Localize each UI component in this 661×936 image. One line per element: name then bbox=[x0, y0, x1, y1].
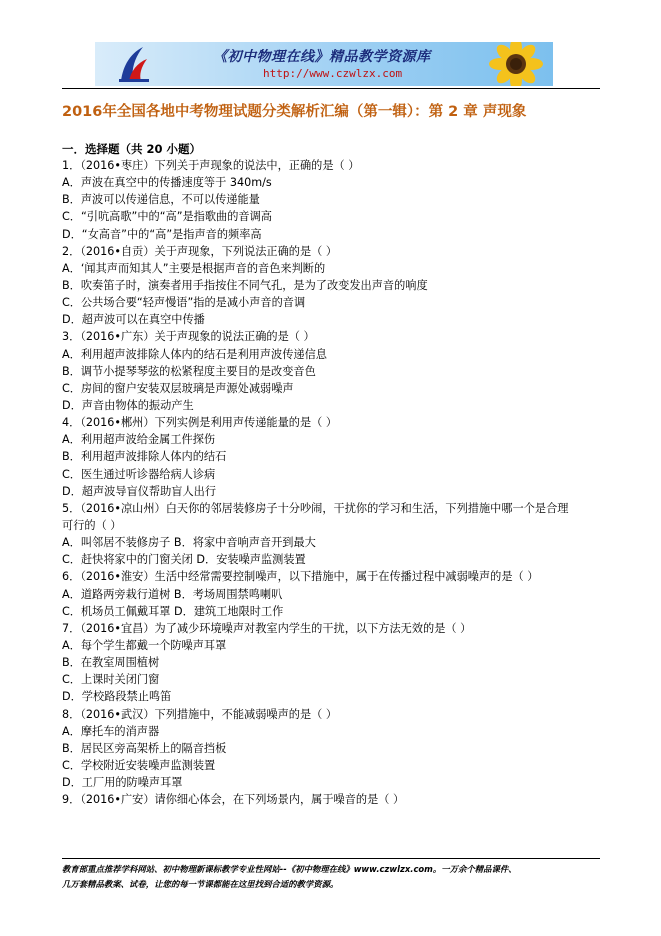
text-line: B．利用超声波排除人体内的结石 bbox=[62, 450, 227, 464]
text-line: D．“女高音”中的“高”是指声音的频率高 bbox=[62, 227, 262, 241]
text-line: 1．（2016•枣庄）下列关于声现象的说法中，正确的是（ ） bbox=[62, 159, 360, 172]
text-line: C．公共场合要“轻声慢语”指的是减小声音的音调 bbox=[62, 296, 306, 310]
text-line: A．摩托车的消声器 bbox=[62, 724, 160, 738]
text-line: A．道路两旁栽行道树 B．考场周围禁鸣喇叭 bbox=[62, 587, 283, 601]
text-line: B．吹奏笛子时，演奏者用手指按住不同气孔，是为了改变发出声音的响度 bbox=[62, 278, 428, 292]
text-line: C．“引吭高歌”中的“高”是指歌曲的音调高 bbox=[62, 210, 272, 224]
text-line: 6．（2016•淮安）生活中经常需要控制噪声，以下措施中，属于在传播过程中减弱噪声的是（ ） bbox=[62, 570, 539, 584]
document-title: 2016年全国各地中考物理试题分类解析汇编（第一辑）：第 2 章 声现象 bbox=[62, 104, 527, 120]
text-line: D．超声波导盲仪帮助盲人出行 bbox=[62, 484, 217, 498]
footer-line: 几万套精品教案、试卷，让您的每一节课都能在这里找到合适的教学资源。 bbox=[62, 879, 339, 889]
text-line: 8．（2016•武汉）下列措施中，不能减弱噪声的是（ ） bbox=[62, 707, 338, 721]
text-line: C．上课时关闭门窗 bbox=[62, 673, 160, 687]
text-line: A．叫邻居不装修房子 B．将家中音响声音开到最大 bbox=[62, 536, 316, 550]
text-line: A．‘闻其声而知其人”主要是根据声音的音色来判断的 bbox=[62, 261, 326, 275]
text-line: 4．（2016•郴州）下列实例是利用声传递能量的是（ ） bbox=[62, 416, 338, 430]
logo-icon bbox=[117, 45, 151, 83]
text-line: 可行的（ ） bbox=[62, 518, 122, 532]
text-line: C．学校附近安装噪声监测装置 bbox=[62, 758, 216, 772]
question-list bbox=[62, 157, 602, 808]
text-line: D．工厂用的防噪声耳罩 bbox=[62, 776, 183, 790]
text-line: C．房间的窗户安装双层玻璃是声源处减弱噪声 bbox=[62, 381, 294, 395]
banner-url: http://www.czwlzx.com bbox=[263, 67, 403, 80]
text-line: D．声音由物体的振动产生 bbox=[62, 398, 194, 412]
text-line: A．每个学生都戴一个防噪声耳罩 bbox=[62, 638, 227, 652]
footer-divider bbox=[62, 858, 600, 859]
text-line: B．声波可以传递信息，不可以传递能量 bbox=[62, 193, 260, 207]
text-line: D．学校路段禁止鸣笛 bbox=[62, 690, 172, 704]
text-line: C．医生通过听诊器给病人诊病 bbox=[62, 467, 216, 481]
header-banner bbox=[95, 42, 553, 86]
text-line: A．利用超声波给金属工件探伤 bbox=[62, 433, 216, 447]
text-line: 5．（2016•凉山州）白天你的邻居装修房子十分吵闹，干扰你的学习和生活，下列措施中哪一个是合理 bbox=[62, 501, 569, 515]
text-line: 9．（2016•广安）请你细心体会，在下列场景内，属于噪音的是（ ） bbox=[62, 793, 405, 807]
text-line: C．赶快将家中的门窗关闭 D．安装噪声监测装置 bbox=[62, 553, 306, 567]
text-line: A．利用超声波排除人体内的结石是利用声波传递信息 bbox=[62, 347, 327, 361]
section-heading: 一．选择题（共 20 小题） bbox=[62, 142, 202, 156]
text-line: D．超声波可以在真空中传播 bbox=[62, 313, 205, 327]
text-line: C．机场员工佩戴耳罩 D．建筑工地限时工作 bbox=[62, 604, 284, 618]
banner-title: 《初中物理在线》精品教学资源库 bbox=[213, 49, 431, 65]
text-line: 2．（2016•自贡）关于声现象，下列说法正确的是（ ） bbox=[62, 244, 338, 258]
sunflower-icon bbox=[481, 42, 551, 86]
text-line: 3．（2016•广东）关于声现象的说法正确的是（ ） bbox=[62, 330, 315, 344]
text-line: A．声波在真空中的传播速度等于 340m/s bbox=[62, 176, 272, 190]
footer bbox=[62, 862, 602, 892]
header-divider bbox=[62, 88, 600, 89]
text-line: B．在教室周围植树 bbox=[62, 656, 160, 670]
text-line: B．居民区旁高架桥上的隔音挡板 bbox=[62, 741, 227, 755]
text-line: B．调节小提琴琴弦的松紧程度主要目的是改变音色 bbox=[62, 364, 316, 378]
text-line: 7．（2016•宜昌）为了减少环境噪声对教室内学生的干扰，以下方法无效的是（ ） bbox=[62, 621, 472, 635]
footer-line: 教育部重点推荐学科网站、初中物理新课标教学专业性网站--《初中物理在线》www.czwlzx.com。一万余个精品课件、 bbox=[62, 864, 517, 874]
